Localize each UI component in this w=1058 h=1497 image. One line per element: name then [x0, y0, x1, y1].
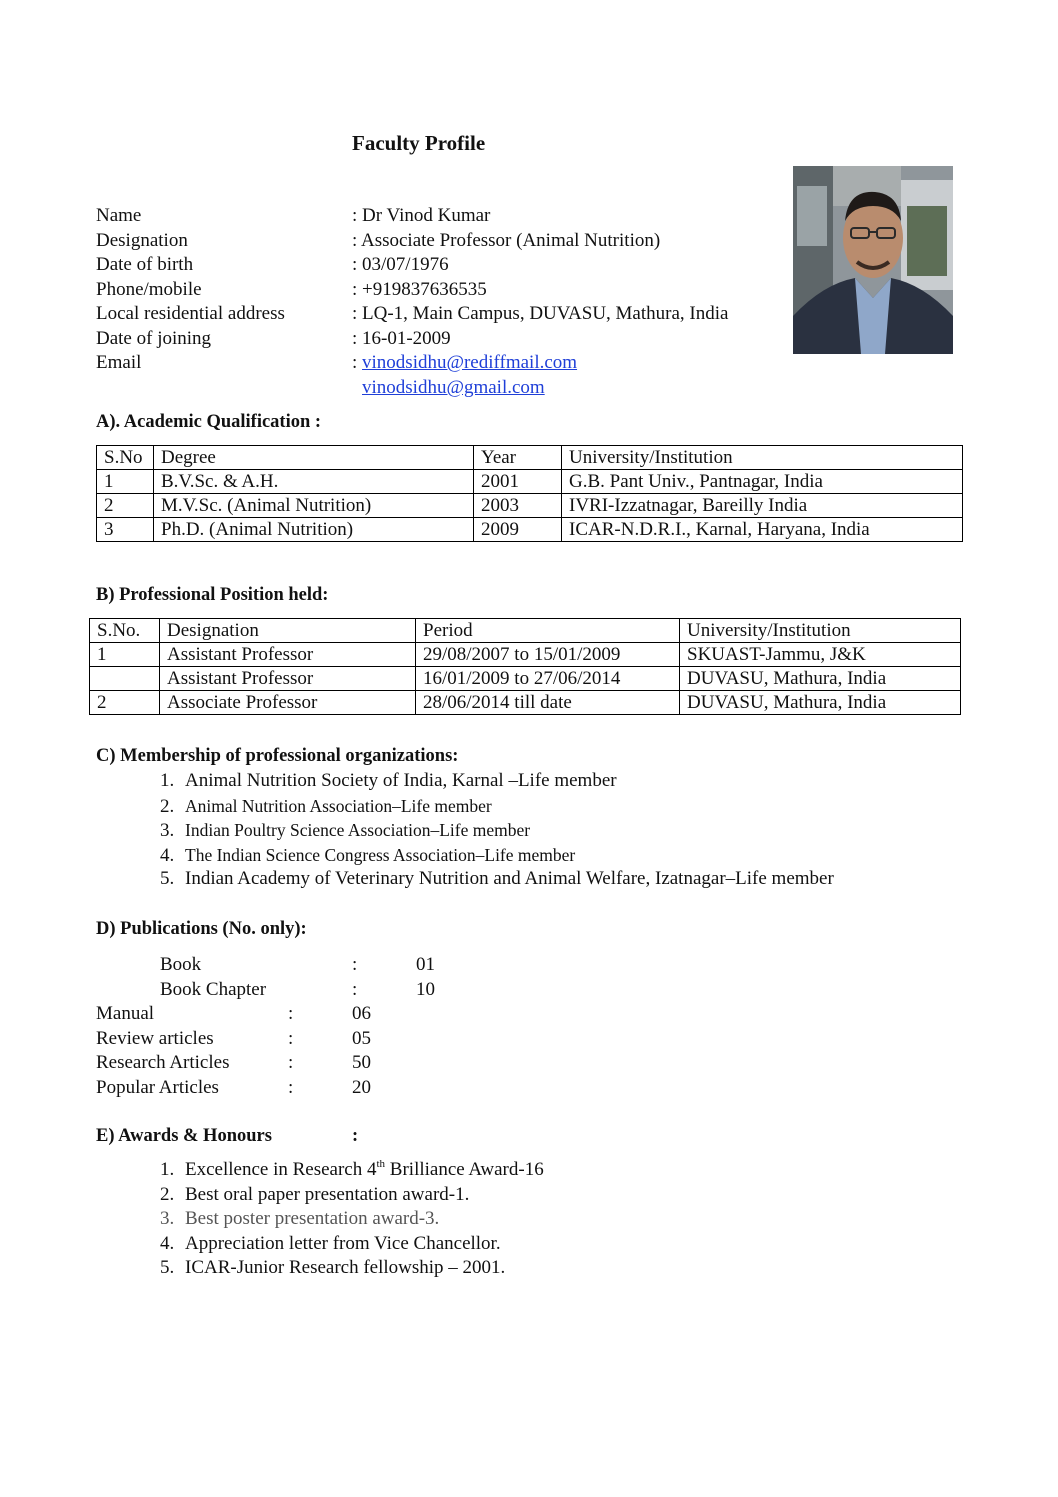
- email-link-rediffmail[interactable]: vinodsidhu@rediffmail.com: [362, 352, 578, 373]
- table-cell: Associate Professor: [160, 691, 416, 715]
- page-title: Faculty Profile: [352, 131, 486, 155]
- pub-review-label: Review articles: [96, 1028, 214, 1049]
- academic-table: [96, 445, 963, 542]
- table-header-cell: Period: [416, 619, 680, 643]
- email-row-1: [352, 353, 577, 372]
- table-row: [90, 691, 961, 715]
- phone-value: : +919837636535: [352, 279, 487, 300]
- table-cell: 2: [97, 494, 154, 518]
- table-header-row: [97, 446, 963, 470]
- list-item: 1. Animal Nutrition Society of India, Karnal –Life member: [160, 770, 617, 791]
- positions-heading: B) Professional Position held:: [96, 585, 329, 605]
- table-row: [90, 643, 961, 667]
- table-row: [97, 518, 963, 542]
- list-item: 5. ICAR-Junior Research fellowship – 2001.: [160, 1257, 506, 1278]
- pub-research-colon: :: [288, 1052, 294, 1073]
- dob-value: : 03/07/1976: [352, 254, 449, 275]
- awards-list: [160, 1158, 544, 1281]
- list-item: 3. Indian Poultry Science Association–Life member: [160, 820, 531, 841]
- table-cell: DUVASU, Mathura, India: [680, 691, 961, 715]
- pub-research-label: Research Articles: [96, 1052, 230, 1073]
- table-cell: 1: [97, 470, 154, 494]
- table-cell: 28/06/2014 till date: [416, 691, 680, 715]
- awards-heading: E) Awards & Honours: [96, 1126, 272, 1146]
- table-cell: 2009: [474, 518, 562, 542]
- table-cell: IVRI-Izzatnagar, Bareilly India: [562, 494, 963, 518]
- list-item: 5. Indian Academy of Veterinary Nutrition and Animal Welfare, Izatnagar–Life member: [160, 868, 834, 889]
- table-cell: 16/01/2009 to 27/06/2014: [416, 667, 680, 691]
- table-cell: 1: [90, 643, 160, 667]
- pub-review-colon: :: [288, 1028, 294, 1049]
- address-label: Local residential address: [96, 303, 285, 324]
- table-row: [97, 470, 963, 494]
- table-cell: Assistant Professor: [160, 643, 416, 667]
- table-header-cell: Degree: [154, 446, 474, 470]
- table-row: [97, 494, 963, 518]
- publications-heading: D) Publications (No. only):: [96, 919, 307, 939]
- pub-manual-label: Manual: [96, 1003, 155, 1024]
- list-item: 4. The Indian Science Congress Association–Life member: [160, 844, 576, 866]
- table-cell: DUVASU, Mathura, India: [680, 667, 961, 691]
- pub-book-value: 01: [416, 954, 435, 975]
- list-item: 1. Excellence in Research 4th Brilliance Award-16: [160, 1158, 544, 1180]
- email-row-2: [362, 378, 545, 397]
- profile-photo-image: [793, 166, 953, 354]
- pub-popular-label: Popular Articles: [96, 1077, 219, 1098]
- table-header-cell: S.No: [97, 446, 154, 470]
- name-value: : Dr Vinod Kumar: [352, 205, 491, 226]
- positions-table: [89, 618, 961, 715]
- table-cell: B.V.Sc. & A.H.: [154, 470, 474, 494]
- table-cell: G.B. Pant Univ., Pantnagar, India: [562, 470, 963, 494]
- pub-chapter-colon: :: [352, 979, 358, 1000]
- profile-photo: [793, 166, 953, 354]
- table-cell: [90, 667, 160, 691]
- table-cell: 2001: [474, 470, 562, 494]
- phone-label: Phone/mobile: [96, 279, 202, 300]
- pub-research-value: 50: [352, 1052, 371, 1073]
- list-item: 3. Best poster presentation award-3.: [160, 1208, 440, 1229]
- membership-list: [160, 769, 834, 892]
- table-header-cell: University/Institution: [562, 446, 963, 470]
- address-value: : LQ-1, Main Campus, DUVASU, Mathura, India: [352, 303, 729, 324]
- academic-heading: A). Academic Qualification :: [96, 412, 322, 432]
- email-label: Email: [96, 352, 142, 373]
- table-header-cell: Year: [474, 446, 562, 470]
- name-label: Name: [96, 205, 142, 226]
- table-header-row: [90, 619, 961, 643]
- pub-chapter-value: 10: [416, 979, 435, 1000]
- pub-manual-colon: :: [288, 1003, 294, 1024]
- pub-book-colon: :: [352, 954, 358, 975]
- joining-value: : 16-01-2009: [352, 328, 451, 349]
- pub-review-value: 05: [352, 1028, 371, 1049]
- dob-label: Date of birth: [96, 254, 194, 275]
- list-item: 2. Animal Nutrition Association–Life member: [160, 795, 492, 817]
- awards-heading-colon: :: [352, 1126, 359, 1146]
- table-cell: 2003: [474, 494, 562, 518]
- table-cell: Ph.D. (Animal Nutrition): [154, 518, 474, 542]
- designation-label: Designation: [96, 230, 188, 251]
- table-cell: ICAR-N.D.R.I., Karnal, Haryana, India: [562, 518, 963, 542]
- list-item: 4. Appreciation letter from Vice Chancellor.: [160, 1232, 501, 1254]
- table-cell: 29/08/2007 to 15/01/2009: [416, 643, 680, 667]
- table-row: [90, 667, 961, 691]
- table-cell: 3: [97, 518, 154, 542]
- table-header-cell: S.No.: [90, 619, 160, 643]
- joining-label: Date of joining: [96, 328, 212, 349]
- pub-manual-value: 06: [352, 1003, 371, 1024]
- pub-popular-value: 20: [352, 1077, 371, 1098]
- table-header-cell: Designation: [160, 619, 416, 643]
- table-cell: 2: [90, 691, 160, 715]
- table-cell: M.V.Sc. (Animal Nutrition): [154, 494, 474, 518]
- email-colon: :: [352, 352, 363, 373]
- designation-value: : Associate Professor (Animal Nutrition): [352, 230, 661, 251]
- pub-book-label: Book: [160, 954, 202, 975]
- table-cell: SKUAST-Jammu, J&K: [680, 643, 961, 667]
- email-link-gmail[interactable]: vinodsidhu@gmail.com: [362, 377, 545, 398]
- membership-heading: C) Membership of professional organizations:: [96, 746, 459, 766]
- pub-popular-colon: :: [288, 1077, 294, 1098]
- pub-chapter-label: Book Chapter: [160, 979, 267, 1000]
- list-item: 2. Best oral paper presentation award-1.: [160, 1183, 470, 1205]
- table-cell: Assistant Professor: [160, 667, 416, 691]
- table-header-cell: University/Institution: [680, 619, 961, 643]
